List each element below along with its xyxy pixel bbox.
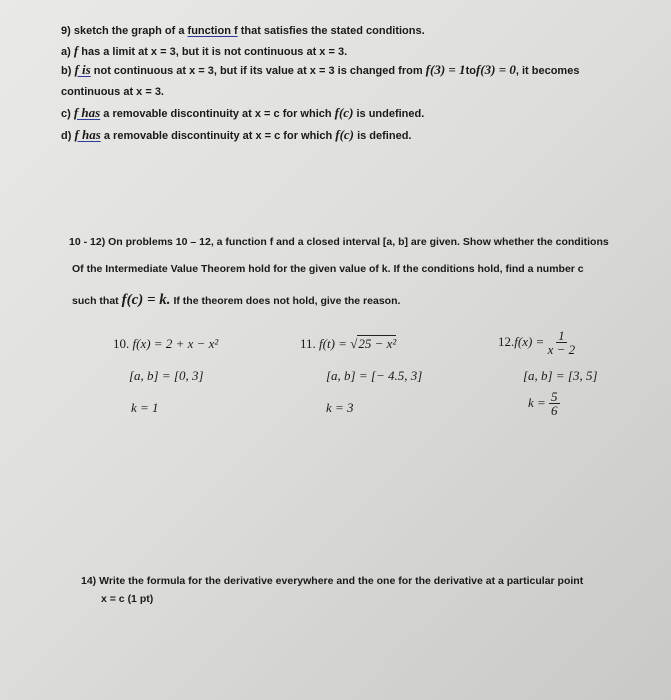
q9-heading-text: 9) sketch the graph of a <box>61 25 188 37</box>
problem-11-k: k = 3 <box>326 400 354 415</box>
problem-11-func-pre: f(t) = <box>319 336 351 351</box>
q9-part-d <box>61 128 411 143</box>
problem-12-function <box>498 330 575 356</box>
q10-12-range: 10 - 12) <box>69 236 106 248</box>
q14-line2: x = c (1 pt) <box>101 593 154 605</box>
q9-c-end: is undefined. <box>353 108 425 120</box>
problem-12-k-fraction <box>549 391 560 417</box>
q9-part-b-line2: continuous at x = 3. <box>61 86 164 98</box>
problem-10-label: 10. <box>113 336 130 351</box>
q9-b-to: to <box>465 65 476 77</box>
q10-12-line2: Of the Intermediate Value Theorem hold for the given value of k. If the conditions hold, find a number c <box>72 263 584 275</box>
q10-12-line3-math: f(c) = k. <box>121 292 171 308</box>
q9-d-text: a removable discontinuity at x = c for which <box>100 130 336 142</box>
problem-10-interval: [a, b] = [0, 3] <box>129 368 204 383</box>
problem-12-fraction <box>548 330 576 356</box>
q9-d-label: d) <box>61 130 75 142</box>
q10-12-line3-a: such that <box>72 295 122 307</box>
problem-11-label: 11. <box>300 336 316 351</box>
q9-c-label: c) <box>61 108 74 120</box>
problem-11-interval: [a, b] = [− 4.5, 3] <box>326 368 423 383</box>
problem-12-k-pre: k = <box>528 394 550 410</box>
q10-12-line3 <box>72 293 400 308</box>
q9-b-end: , it becomes <box>515 65 580 77</box>
problem-12-label: 12. <box>498 333 515 349</box>
q9-part-a <box>61 44 347 59</box>
q9-b-label: b) <box>61 65 75 77</box>
problem-11-function <box>300 337 396 351</box>
problem-12-k-denominator: 6 <box>551 403 558 418</box>
q9-b-math2: f(3) = 0 <box>475 62 516 77</box>
q14-line1: 14) Write the formula for the derivative everywhere and the one for the derivative at a particular point <box>81 575 584 587</box>
q9-heading-underlined: function f <box>187 25 238 37</box>
problem-12-interval: [a, b] = [3, 5] <box>523 368 598 383</box>
problem-12-func-pre: f(x) = <box>514 333 548 349</box>
q9-d-end: is defined. <box>354 130 412 142</box>
sqrt-symbol-icon: √ <box>350 336 358 351</box>
problem-12-denominator: x − 2 <box>547 342 576 357</box>
q10-12-intro <box>69 235 609 249</box>
q9-c-text: a removable discontinuity at x = c for which <box>100 108 335 120</box>
q9-heading-text-end: that satisfies the stated conditions. <box>237 25 425 37</box>
q9-a-label: a) <box>61 46 74 58</box>
problem-10-func: f(x) = 2 + x − x² <box>132 336 219 351</box>
q9-heading <box>61 24 425 38</box>
q10-12-text: On problems 10 – 12, a function f and a closed interval [a, b] are given. Show whether the conditions <box>105 236 609 248</box>
q9-b-math1: f(3) = 1 <box>425 62 466 77</box>
q9-d-f: f has <box>74 127 101 142</box>
q9-part-c <box>61 106 424 121</box>
q10-12-line3-b: If the theorem does not hold, give the reason. <box>170 295 401 307</box>
q9-b-text: not continuous at x = 3, but if its value at x = 3 is changed from <box>90 65 426 77</box>
problem-11-func-root: 25 − x² <box>358 336 397 351</box>
problem-12-k <box>528 391 560 417</box>
problem-10-k: k = 1 <box>131 400 159 415</box>
problem-10-function <box>113 337 218 351</box>
q9-a-f: f <box>73 43 79 58</box>
q9-part-b <box>61 63 579 78</box>
q9-d-math: f(c) <box>335 127 355 142</box>
problem-12-k-numerator: 5 <box>551 389 558 404</box>
q9-a-text: has a limit at x = 3, but it is not continuous at x = 3. <box>78 46 348 58</box>
q9-c-f: f has <box>73 105 101 120</box>
q9-c-math: f(c) <box>334 105 354 120</box>
problem-12-numerator: 1 <box>558 328 565 343</box>
q9-b-f: f is <box>74 62 91 77</box>
